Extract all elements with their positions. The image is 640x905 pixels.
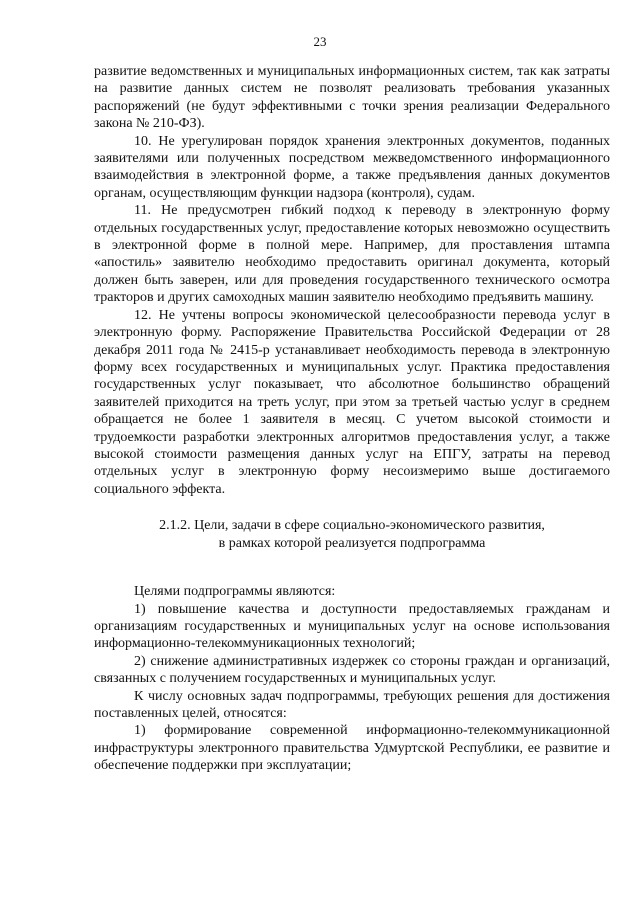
paragraph-item-10: 10. Не урегулирован порядок хранения электронных документов, поданных заявителями или полученных посредством межведомственного информационного взаимодействия в электронной форме, а также предъявления данных документов органам, осуществляющим функции надзора (контроля), судам.: [94, 133, 610, 201]
section-heading: [94, 517, 610, 553]
page-number: 23: [313, 34, 327, 49]
paragraph-goal-1: 1) повышение качества и доступности предоставляемых гражданам и организациям государственных и муниципальных услуг на основе использования информационно-телекоммуникационных технологий;: [94, 601, 610, 652]
paragraph-goals-intro: Целями подпрограммы являются:: [134, 584, 336, 600]
paragraph-item-12: 12. Не учтены вопросы экономической целесообразности перевода услуг в электронную форму. Распоряжение Правительства Российской Федерации от 28 декабря 2011 года № 2415-р устанавливает необходимость перевода в электронную форму всех государственных и муниципальных услуг. Практика предоставления государственных услуг показывает, что абсолютное большинство обращений заявителей приходится на треть услуг, при этом за третьей частью услуг в среднем обращается не более 1 заявителя в месяц. С учетом высокой стоимости и трудоемкости разработки электронных алгоритмов предоставления услуг, а также высокой стоимости размещения данных услуг на ЕПГУ, затраты на перевод отдельных услуг в электронную форму несоизмеримо выше достигаемого социального эффекта.: [94, 307, 610, 497]
section-heading-line-2: в рамках которой реализуется подпрограмма: [218, 536, 486, 552]
section-heading-line-1: 2.1.2. Цели, задачи в сфере социально-экономического развития,: [159, 518, 545, 534]
paragraph-item-11: 11. Не предусмотрен гибкий подход к переводу в электронную форму отдельных государственных услуг, предоставление которых невозможно осуществить в электронной форме в полной мере. Например, для проставления штампа «апостиль» заявителю необходимо предоставить оригинал документа, который должен быть заверен, или для проведения государственного технического осмотра тракторов и других самоходных машин заявителю необходимо предъявить машину.: [94, 203, 610, 306]
document-body: [94, 63, 610, 775]
paragraph-goal-2: 2) снижение административных издержек со стороны граждан и организаций, связанных с получением государственных и муниципальных услуг.: [94, 653, 610, 687]
paragraph-tasks-intro: К числу основных задач подпрограммы, требующих решения для достижения поставленных целей, относятся:: [94, 688, 610, 721]
paragraph-continuation: развитие ведомственных и муниципальных информационных систем, так как затраты на развитие данных систем не позволят реализовать требования указанных распоряжений (не будут эффективными с точки зрения реализации Федерального закона № 210-ФЗ).: [94, 64, 610, 132]
paragraph-task-1: 1) формирование современной информационно-телекоммуникационной инфраструктуры электронного правительства Удмуртской Республики, ее развитие и обеспечение поддержки при эксплуатации;: [94, 723, 610, 774]
